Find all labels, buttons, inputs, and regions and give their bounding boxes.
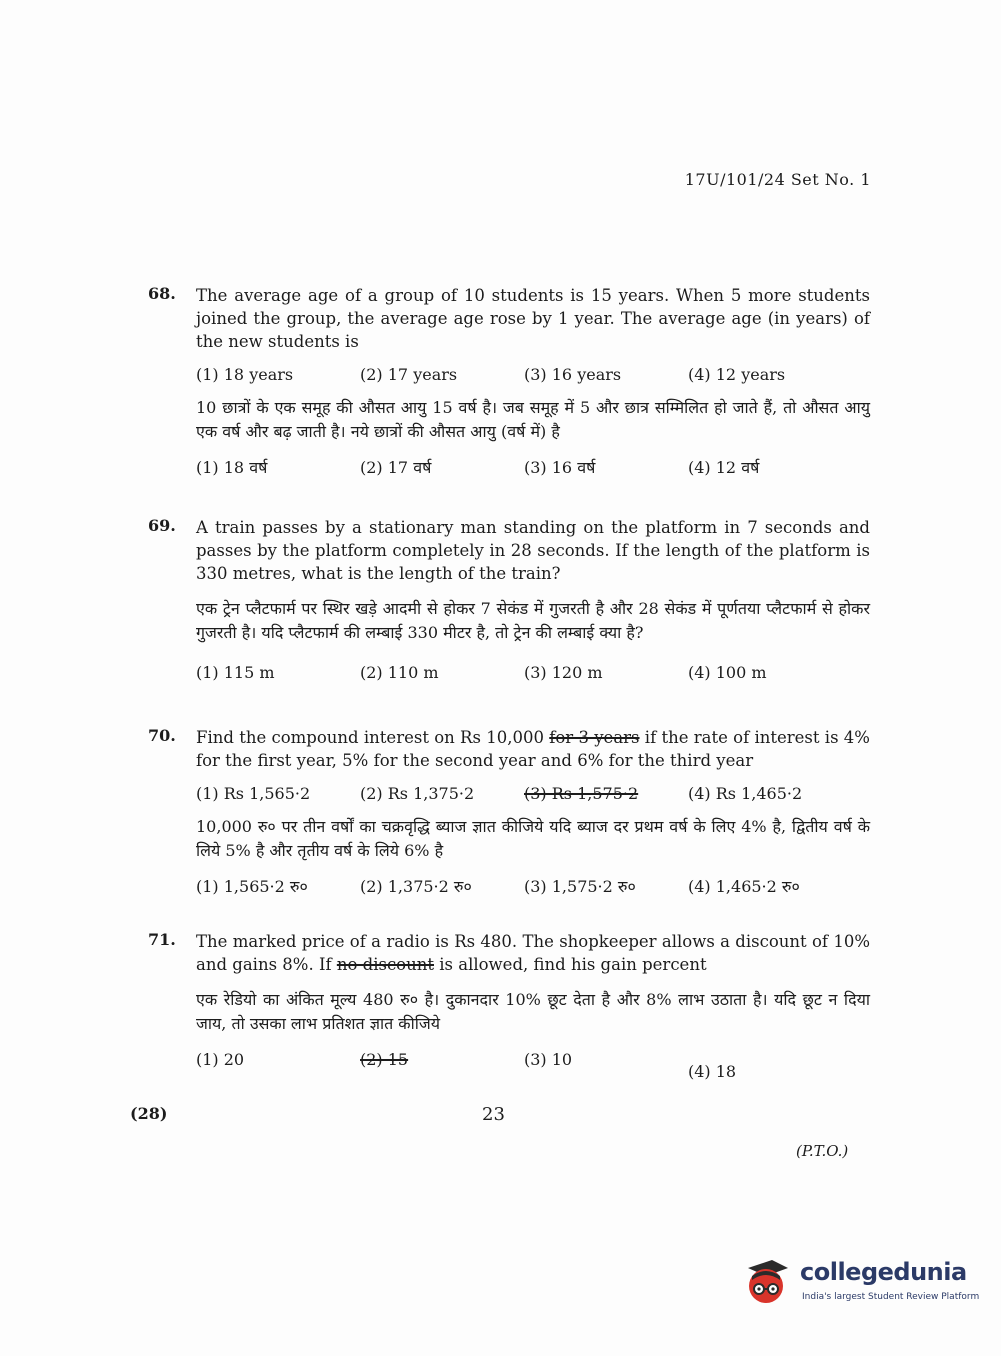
brand-name: collegedunia bbox=[800, 1258, 967, 1286]
option-1: (1) 18 years bbox=[196, 365, 294, 384]
options-hi bbox=[196, 875, 870, 897]
option-2: (2) Rs 1,375·2 bbox=[360, 784, 475, 803]
question-text-hi: 10 छात्रों के एक समूह की औसत आयु 15 वर्ष है। जब समूह में 5 और छात्र सम्मिलित हो जाते हैं, तो औसत आयु एक वर्ष और बढ़ जाती है। नये छात्रों की औसत आयु (वर्ष में) है bbox=[196, 398, 870, 441]
question-text-en bbox=[196, 930, 870, 976]
options bbox=[196, 663, 870, 682]
option-1-hi: (1) 1,565·2 रु० bbox=[196, 877, 308, 896]
option-4: (4) 100 m bbox=[688, 663, 767, 682]
struck-text: for 3 years bbox=[549, 728, 640, 747]
question-text-en: A train passes by a stationary man standing on the platform in 7 seconds and passes by the platform completely in 28 seconds. If the length of the platform is 330 metres, what is the length of the train? bbox=[196, 518, 870, 583]
options-en bbox=[196, 365, 870, 384]
document-code: 17U/101/24 Set No. 1 bbox=[684, 170, 871, 189]
option-1-hi: (1) 18 वर्ष bbox=[196, 458, 268, 477]
question-text-en: The average age of a group of 10 students is 15 years. When 5 more students joined the group, the average age rose by 1 year. The average age (in years) of the new students is bbox=[196, 286, 870, 351]
brand-tagline: India's largest Student Review Platform bbox=[802, 1292, 980, 1302]
question-text-hi: एक ट्रेन प्लैटफार्म पर स्थिर खड़े आदमी से होकर 7 सेकंड में गुजरती है और 28 सेकंड में पूर्णतया प्लैटफार्म से होकर गुजरती है। यदि प्लैटफार्म की लम्बाई 330 मीटर है, तो ट्रेन की लम्बाई क्या है? bbox=[196, 599, 870, 642]
option-4-hi: (4) 12 वर्ष bbox=[688, 458, 760, 477]
option-3-hi: (3) 1,575·2 रु० bbox=[524, 877, 636, 896]
option-4: (4) 12 years bbox=[688, 365, 786, 384]
pto-label: (P.T.O.) bbox=[796, 1142, 849, 1160]
option-3: (3) 10 bbox=[524, 1050, 573, 1069]
option-1: (1) 20 bbox=[196, 1050, 245, 1069]
question-number: 70. bbox=[148, 726, 176, 745]
text-part: Find the compound interest on Rs 10,000 bbox=[196, 728, 550, 747]
page-number: 23 bbox=[482, 1104, 505, 1125]
question-69 bbox=[148, 516, 870, 682]
option-3-hi: (3) 16 वर्ष bbox=[524, 458, 596, 477]
question-68 bbox=[148, 284, 870, 478]
option-2-hi: (2) 1,375·2 रु० bbox=[360, 877, 472, 896]
option-3: (3) 16 years bbox=[524, 365, 622, 384]
option-4: (4) Rs 1,465·2 bbox=[688, 784, 803, 803]
option-1: (1) Rs 1,565·2 bbox=[196, 784, 311, 803]
option-4: (4) 18 bbox=[688, 1062, 737, 1081]
question-71 bbox=[148, 930, 870, 1081]
question-text-hi: 10,000 रु० पर तीन वर्षों का चक्रवृद्धि ब्याज ज्ञात कीजिये यदि ब्याज दर प्रथम वर्ष के लिए 4% है, द्वितीय वर्ष के लिये 5% है और तृतीय वर्ष के लिये 6% है bbox=[196, 817, 870, 860]
options bbox=[196, 1050, 870, 1081]
question-number: 71. bbox=[148, 930, 176, 949]
option-2: (2) 15 bbox=[360, 1050, 409, 1069]
collegedunia-logo-icon bbox=[742, 1256, 794, 1308]
options-en bbox=[196, 784, 870, 803]
option-3: (3) Rs 1,575·2 bbox=[524, 784, 639, 803]
option-2: (2) 17 years bbox=[360, 365, 458, 384]
option-1: (1) 115 m bbox=[196, 663, 275, 682]
question-number: 68. bbox=[148, 284, 176, 303]
text-part: The marked price of a radio is Rs 480. The shopkeeper allows a discount of 10% and gains 8%. If bbox=[196, 932, 870, 974]
option-2-hi: (2) 17 वर्ष bbox=[360, 458, 432, 477]
brand-watermark bbox=[742, 1252, 980, 1312]
text-part: if the rate of interest is 4% for the first year, 5% for the second year and 6% for the third year bbox=[196, 728, 870, 770]
struck-text: no discount bbox=[336, 955, 434, 974]
options-hi bbox=[196, 456, 870, 478]
footer-code: (28) bbox=[130, 1104, 168, 1123]
option-4-hi: (4) 1,465·2 रु० bbox=[688, 877, 800, 896]
option-2: (2) 110 m bbox=[360, 663, 439, 682]
text-part: is allowed, find his gain percent bbox=[434, 955, 707, 974]
option-3: (3) 120 m bbox=[524, 663, 603, 682]
question-70 bbox=[148, 726, 870, 897]
question-number: 69. bbox=[148, 516, 176, 535]
question-text-hi: एक रेडियो का अंकित मूल्य 480 रु० है। दुकानदार 10% छूट देता है और 8% लाभ उठाता है। यदि छूट न दिया जाय, तो उसका लाभ प्रतिशत ज्ञात कीजिये bbox=[196, 990, 870, 1033]
question-text-en bbox=[196, 726, 870, 772]
